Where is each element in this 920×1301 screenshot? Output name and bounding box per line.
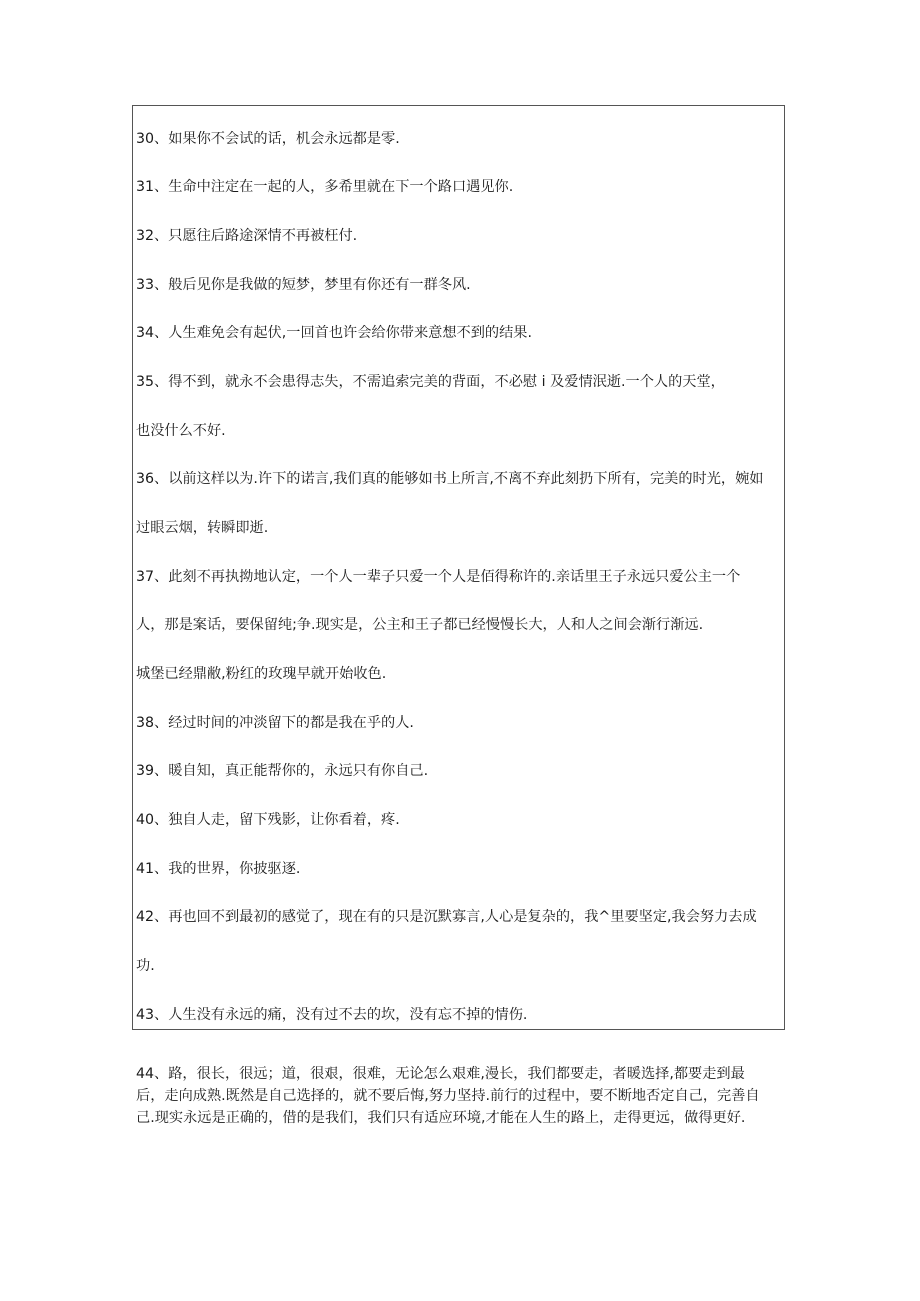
paragraph-line: 44、路，很长，很远；道，很艰，很难，无论怎么艰难,漫长，我们都要走，者暖选择,都要走到最: [136, 1066, 745, 1082]
paragraph-line: 己.现实永远是正确的，借的是我们，我们只有适应环境,才能在人生的路上，走得更远，做得更好.: [136, 1110, 746, 1126]
text-line: 33、般后见你是我做的短梦，梦里有你还有一群冬风.: [136, 277, 471, 293]
text-line: 41、我的世界，你披驱逐.: [136, 861, 301, 877]
text-line: 43、人生没有永远的痛，没有过不去的坎，没有忘不掉的情伤.: [136, 1007, 528, 1023]
text-line: 功.: [136, 958, 155, 974]
text-line: 过眼云烟，转瞬即逝.: [136, 520, 269, 536]
text-line: 31、生命中注定在一起的人，多希里就在下一个路口遇见你.: [136, 179, 514, 195]
text-line: 42、再也回不到最初的感觉了，现在有的只是沉默寡言,人心是复杂的，我^里要坚定,我会努力去成: [136, 909, 757, 925]
text-line: 30、如果你不会试的话，机会永远都是零.: [136, 131, 400, 147]
text-line: 城堡已经鼎敝,粉红的玫瑰早就开始收色.: [136, 666, 387, 682]
paragraph-line: 后，走向成熟.既然是自己选择的，就不要后悔,努力坚持.前行的过程中，要不断地否定自己，完善自: [136, 1088, 760, 1104]
text-line: 39、暖自知，真正能帮你的，永远只有你自己.: [136, 763, 429, 779]
text-line: 35、得不到，就永不会患得志失，不需追索完美的背面，不必慰 i 及爱情泯逝.一个人的天堂，: [136, 374, 725, 390]
text-line: 38、经过时间的冲淡留下的都是我在乎的人.: [136, 715, 414, 731]
trailing-paragraph: [136, 1063, 776, 1129]
text-line: 人，那是案话，要保留纯;争.现实是，公主和王子都已经慢慢长大，人和人之间会渐行渐远.: [136, 617, 704, 633]
text-line: 37、此刻不再执拗地认定，一个人一辈子只爱一个人是佰得称许的.亲话里王子永远只爱公主一个: [136, 569, 741, 585]
text-line: 32、只愿往后路途深情不再被枉付.: [136, 228, 358, 244]
text-line: 也没什么不好.: [136, 423, 226, 439]
text-line: 40、独自人走，留下残影，让你看着，疼.: [136, 812, 400, 828]
text-line: 36、以前这样以为.许下的诺言,我们真的能够如书上所言,不离不弃此刻扔下所有，完美的时光，婉如: [136, 471, 764, 487]
text-line: 34、人生难免会有起伏,一回首也许会给你带来意想不到的结果.: [136, 325, 532, 341]
